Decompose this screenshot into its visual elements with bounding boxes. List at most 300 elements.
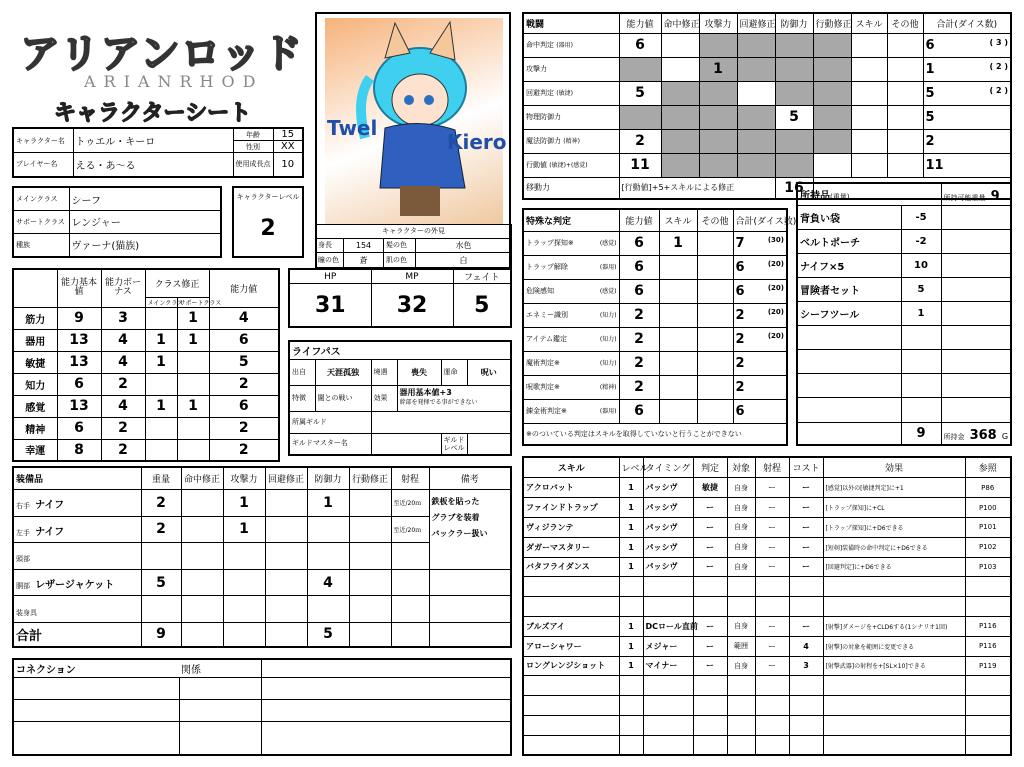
inventory-item-note: [941, 374, 1011, 398]
skill-level: 1: [619, 557, 643, 577]
combat-cell: [737, 153, 775, 177]
special-row-tag: (精神): [599, 384, 617, 391]
combat-header: 回避修正: [737, 13, 775, 33]
ability-base: 13: [57, 329, 101, 351]
special-row: [523, 351, 787, 375]
skill-cost: ー: [789, 616, 823, 636]
portrait-name-left: Twel: [327, 116, 378, 140]
combat-cell: [851, 153, 887, 177]
skill-level: 1: [619, 616, 643, 636]
ability-bonus: 4: [101, 395, 145, 417]
equip-header: 備考: [429, 467, 511, 490]
skill-header: 参照: [965, 457, 1011, 478]
special-other: [697, 351, 733, 375]
equip-total-weight: 9: [141, 622, 181, 647]
special-total: [733, 279, 787, 303]
guild-level-label: ギルドレベル: [441, 433, 467, 455]
equip-header: 防御力: [307, 467, 349, 490]
main-class: シーフ: [69, 187, 221, 211]
inventory-row: [797, 350, 1011, 374]
mp-value: 32: [371, 284, 453, 328]
skill-effect: [トラップ探知]に+D6できる: [823, 517, 965, 537]
skill-row: [523, 557, 1011, 577]
class-mod-header: クラス修正: [145, 269, 209, 297]
skill-row: [523, 715, 1011, 735]
skill-effect: [トラップ探知]に+CL: [823, 498, 965, 518]
ability-support-mod: 1: [177, 307, 209, 329]
inventory-weight-label: (重量): [830, 193, 850, 202]
combat-cell: [661, 105, 699, 129]
skill-range: ー: [755, 517, 789, 537]
effect-note: 幹部を発揮でる事ができない: [399, 399, 478, 406]
combat-cell: [661, 81, 699, 105]
skill-check: [693, 696, 727, 716]
special-skill: 1: [659, 231, 697, 255]
skill-ref: [965, 676, 1011, 696]
equip-slot-cell: [13, 596, 141, 623]
effect-value: 器用基本値+3: [399, 388, 452, 397]
equip-act: [349, 516, 391, 543]
ability-value: 6: [209, 329, 279, 351]
inventory-item-name: [797, 398, 901, 422]
skill-timing: パッシヴ: [643, 517, 693, 537]
special-row-tag: (感覚): [599, 288, 617, 295]
main-class-label: メインクラス: [13, 187, 69, 211]
special-total-value: 2: [735, 331, 745, 347]
combat-cell: [887, 105, 923, 129]
special-row-tag: (感覚): [599, 240, 617, 247]
combat-cell: 1: [699, 57, 737, 81]
skill-cost: ー: [789, 517, 823, 537]
inventory-item-name: 冒険者セット: [797, 278, 901, 302]
special-row-label: [523, 255, 619, 279]
special-skill: [659, 255, 697, 279]
skill-header: 判定: [693, 457, 727, 478]
special-total-value: 2: [735, 379, 745, 395]
equip-act: [349, 596, 391, 623]
combat-row-name: 命中判定: [526, 41, 554, 49]
inventory-item-name: ベルトポーチ: [797, 230, 901, 254]
equip-row: [13, 569, 511, 596]
skill-check: ー: [693, 656, 727, 676]
skill-target: 自身: [727, 656, 755, 676]
fate-value: 5: [453, 284, 511, 328]
inventory-title: 所持品: [800, 191, 830, 203]
combat-cell: [887, 81, 923, 105]
skill-name: ヴィジランテ: [523, 517, 619, 537]
special-total-dice: (30): [767, 235, 784, 244]
skill-cost: ー: [789, 478, 823, 498]
growth-label: 使用成長点: [233, 153, 273, 177]
ability-row: [13, 307, 279, 329]
lifepath-table: [288, 340, 512, 456]
equip-eva: [265, 516, 307, 543]
ability-row: [13, 417, 279, 439]
skill-cost: ー: [789, 557, 823, 577]
money-value: 368: [969, 427, 997, 443]
skill-target: [727, 676, 755, 696]
skill-level: [619, 597, 643, 617]
equip-hit: [181, 596, 223, 623]
skill-name: [523, 715, 619, 735]
capacity-value: 9: [990, 189, 1000, 205]
combat-total-dice: ( 2 ): [989, 61, 1008, 71]
equip-hit: [181, 490, 223, 517]
skill-level: [619, 715, 643, 735]
portrait-name-right: Kiero: [447, 130, 507, 154]
combat-total-value: 5: [925, 109, 935, 125]
inventory-item-name: [797, 374, 901, 398]
skill-timing: [643, 577, 693, 597]
character-info: [12, 127, 304, 178]
inventory-item-note: [941, 326, 1011, 350]
equip-slot: 頭部: [16, 555, 30, 564]
skill-ref: P119: [965, 656, 1011, 676]
inventory-row: [797, 254, 1011, 278]
combat-header: 合計(ダイス数): [923, 13, 1011, 33]
special-note: ※のついている判定はスキルを取得していないと行うことができない: [523, 423, 787, 445]
combat-cell: 5: [775, 105, 813, 129]
combat-cell: 5: [619, 81, 661, 105]
equip-note-line: 鉄板を貼った: [431, 497, 480, 506]
equip-header: 射程: [391, 467, 429, 490]
combat-total: [923, 153, 1011, 177]
capacity-label: 所持可能重量: [943, 194, 986, 203]
inventory-item-weight: 5: [901, 278, 941, 302]
skill-range: ー: [755, 498, 789, 518]
appearance-caption: キャラクターの外見: [316, 225, 512, 239]
skill-header: レベル: [619, 457, 643, 478]
skill-row: [523, 537, 1011, 557]
skill-name: ロングレンジショット: [523, 656, 619, 676]
equip-hit: [181, 543, 223, 570]
skill-range: [755, 696, 789, 716]
equip-def: [307, 543, 349, 570]
skill-check: ー: [693, 498, 727, 518]
skill-name: [523, 735, 619, 755]
combat-cell: [661, 129, 699, 153]
special-other: [697, 231, 733, 255]
skill-row: [523, 577, 1011, 597]
skill-range: ー: [755, 656, 789, 676]
special-other: [697, 327, 733, 351]
special-header: 合計(ダイス数): [733, 209, 787, 231]
ability-base: 13: [57, 395, 101, 417]
skill-table: [522, 456, 1012, 756]
inventory-item-name: 背負い袋: [797, 206, 901, 230]
ability-support-mod: [177, 417, 209, 439]
skill-row: [523, 636, 1011, 656]
equip-slot-cell: [13, 516, 141, 543]
combat-row: [523, 105, 1011, 129]
skill-timing: [643, 676, 693, 696]
ability-row: [13, 351, 279, 373]
portrait-frame: [315, 12, 511, 270]
combat-row-name: 物理防御力: [526, 113, 561, 121]
skill-check: ー: [693, 616, 727, 636]
skill-timing: [643, 696, 693, 716]
skill-effect: [823, 715, 965, 735]
combat-cell: 2: [619, 129, 661, 153]
combat-cell: [775, 33, 813, 57]
ability-table: [12, 268, 280, 462]
skill-row: [523, 735, 1011, 755]
special-row-name: 魔術判定※: [526, 359, 560, 367]
ability-main-mod: [145, 373, 177, 395]
ability-main-mod: [145, 439, 177, 461]
equip-slot-cell: [13, 569, 141, 596]
hp-label: HP: [289, 269, 371, 284]
special-total-value: 6: [735, 403, 745, 419]
special-total-value: 6: [735, 259, 745, 275]
height-label: 身長: [316, 238, 344, 253]
skill-name: [523, 696, 619, 716]
special-total-value: 6: [735, 283, 745, 299]
skill-effect: [回避判定]に+D6できる: [823, 557, 965, 577]
combat-cell: [851, 33, 887, 57]
combat-header: 命中修正: [661, 13, 699, 33]
skill-effect: [823, 735, 965, 755]
main-class-sub: メインクラス: [145, 297, 177, 307]
inventory-item-note: [941, 206, 1011, 230]
special-check-table: [522, 208, 797, 446]
combat-row-name: 魔法防御力: [526, 137, 561, 145]
skill-timing: [643, 715, 693, 735]
equip-header: 重量: [141, 467, 181, 490]
total-weight: 9: [901, 422, 941, 445]
equip-def: 1: [307, 490, 349, 517]
special-row: [523, 279, 787, 303]
equip-eva: [265, 596, 307, 623]
special-skill: [659, 399, 697, 423]
special-row-label: [523, 327, 619, 351]
hp-value: 31: [289, 284, 371, 328]
skill-cost: [789, 696, 823, 716]
combat-row: [523, 57, 1011, 81]
combat-cell: [699, 129, 737, 153]
height-value: 154: [344, 238, 384, 253]
skill-level: [619, 735, 643, 755]
inventory-row: [797, 302, 1011, 326]
skill-name: [523, 676, 619, 696]
origin-value: 天涯孤独: [315, 359, 371, 385]
special-header: 能力値: [619, 209, 659, 231]
skill-timing: [643, 597, 693, 617]
skill-cost: [789, 597, 823, 617]
combat-cell: [619, 57, 661, 81]
skill-ref: [965, 696, 1011, 716]
skill-level: 1: [619, 537, 643, 557]
combat-row-name: 攻撃力: [526, 65, 547, 73]
inventory-item-note: [941, 302, 1011, 326]
special-total: [733, 351, 787, 375]
combat-cell: [661, 153, 699, 177]
env-label: 境遇: [371, 359, 397, 385]
skill-ref: [965, 597, 1011, 617]
special-other: [697, 375, 733, 399]
ability-name: 幸運: [13, 439, 57, 461]
skill-timing: パッシヴ: [643, 498, 693, 518]
combat-cell: [619, 105, 661, 129]
character-name: トゥエル・キーロ: [73, 128, 233, 153]
skill-name: [523, 597, 619, 617]
inventory-item-note: [941, 350, 1011, 374]
skill-ref: [965, 577, 1011, 597]
equip-atk: [223, 569, 265, 596]
ability-bonus: 2: [101, 417, 145, 439]
bonus-header: 能力ボーナス: [101, 269, 145, 307]
ability-bonus: 2: [101, 439, 145, 461]
skill-name: アクロバット: [523, 478, 619, 498]
combat-row-tag: (精神): [563, 138, 580, 145]
combat-cell: [737, 81, 775, 105]
inventory-row: [797, 398, 1011, 422]
sex-value: XX: [273, 141, 303, 153]
support-class-label: サポートクラス: [13, 211, 69, 234]
skill-range: [755, 597, 789, 617]
equip-name: ナイフ: [35, 526, 65, 538]
skill-target: 自身: [727, 517, 755, 537]
equip-header: 回避修正: [265, 467, 307, 490]
special-other: [697, 399, 733, 423]
skill-target: 自身: [727, 557, 755, 577]
special-other: [697, 279, 733, 303]
special-total: [733, 375, 787, 399]
ability-row: [13, 439, 279, 461]
skill-ref: P100: [965, 498, 1011, 518]
ability-bonus: 2: [101, 373, 145, 395]
special-row: [523, 255, 787, 279]
skill-check: 敏捷: [693, 478, 727, 498]
ability-bonus: 3: [101, 307, 145, 329]
env-value: 喪失: [397, 359, 441, 385]
skill-level: [619, 676, 643, 696]
skill-check: ー: [693, 517, 727, 537]
inventory-item-weight: [901, 398, 941, 422]
special-row-name: 錬金術判定※: [526, 407, 567, 415]
combat-table: [522, 12, 1012, 203]
combat-cell: [813, 33, 851, 57]
combat-header: 戦闘: [523, 13, 619, 33]
special-other: [697, 303, 733, 327]
equip-eva: [265, 490, 307, 517]
skill-row: [523, 597, 1011, 617]
equip-range: 至近/20ｍ: [391, 490, 429, 517]
equip-eva: [265, 569, 307, 596]
skill-ref: [965, 715, 1011, 735]
equip-slot-cell: [13, 490, 141, 517]
combat-total: [923, 81, 1011, 105]
skill-level: 1: [619, 636, 643, 656]
special-total: [733, 399, 787, 423]
skill-level: 1: [619, 656, 643, 676]
special-total-dice: (20): [767, 259, 784, 268]
special-ability: 2: [619, 351, 659, 375]
skill-range: [755, 676, 789, 696]
combat-total-value: 2: [925, 133, 935, 149]
skill-level: 1: [619, 517, 643, 537]
ability-name: 精神: [13, 417, 57, 439]
combat-total: [923, 129, 1011, 153]
combat-cell: [851, 81, 887, 105]
ability-row: [13, 395, 279, 417]
equip-atk: 1: [223, 516, 265, 543]
guild-master-label: ギルドマスター名: [289, 433, 371, 455]
lifepath-title: ライフパス: [289, 341, 511, 359]
skill-row: [523, 478, 1011, 498]
combat-total-dice: ( 2 ): [989, 85, 1008, 95]
equip-act: [349, 569, 391, 596]
combat-header: 能力値: [619, 13, 661, 33]
combat-row: [523, 33, 1011, 57]
combat-cell: 11: [619, 153, 661, 177]
skill-check: ー: [693, 557, 727, 577]
skill-range: ー: [755, 616, 789, 636]
skill-target: [727, 577, 755, 597]
special-ability: 6: [619, 231, 659, 255]
equip-atk: 1: [223, 490, 265, 517]
skill-row: [523, 498, 1011, 518]
skill-range: ー: [755, 557, 789, 577]
equip-total-label: 合計: [13, 622, 141, 647]
skill-check: [693, 735, 727, 755]
combat-header: 行動修正: [813, 13, 851, 33]
special-row-name: エネミー識別: [526, 311, 568, 319]
equip-note-empty: [429, 596, 511, 623]
skill-cost: 3: [789, 656, 823, 676]
equip-header: 装備品: [13, 467, 141, 490]
special-row-tag: (器用): [599, 264, 617, 271]
skill-check: [693, 577, 727, 597]
special-total-value: 2: [735, 307, 745, 323]
skill-effect: [823, 597, 965, 617]
special-row-tag: (器用): [599, 408, 617, 415]
special-row: [523, 375, 787, 399]
ability-value: 6: [209, 395, 279, 417]
skill-check: ー: [693, 537, 727, 557]
inventory-item-weight: [901, 374, 941, 398]
skill-header: 効果: [823, 457, 965, 478]
ability-value: 5: [209, 351, 279, 373]
combat-row-name: 行動値: [526, 161, 547, 169]
skill-effect: [823, 577, 965, 597]
portrait-image: [325, 18, 507, 224]
sheet-title: キャラクターシート: [54, 101, 252, 126]
equip-slot: 右手: [16, 502, 30, 511]
combat-cell: [775, 153, 813, 177]
ability-value: 4: [209, 307, 279, 329]
equipment-table: [12, 466, 512, 648]
combat-cell: [737, 105, 775, 129]
special-row-tag: (知力): [599, 312, 617, 319]
special-row: [523, 303, 787, 327]
inventory-item-weight: [901, 326, 941, 350]
combat-cell: [813, 105, 851, 129]
equip-header: 命中修正: [181, 467, 223, 490]
growth-value: 10: [273, 153, 303, 177]
skill-ref: [965, 735, 1011, 755]
ability-name: 筋力: [13, 307, 57, 329]
combat-cell: [813, 81, 851, 105]
equip-row: [13, 596, 511, 623]
special-row-name: トラップ探知※: [526, 239, 574, 247]
skill-cost: [789, 715, 823, 735]
skill-effect: [823, 696, 965, 716]
skill-name: バタフライダンス: [523, 557, 619, 577]
inventory-row: [797, 206, 1011, 230]
equip-range: [391, 543, 429, 570]
ability-support-mod: [177, 439, 209, 461]
